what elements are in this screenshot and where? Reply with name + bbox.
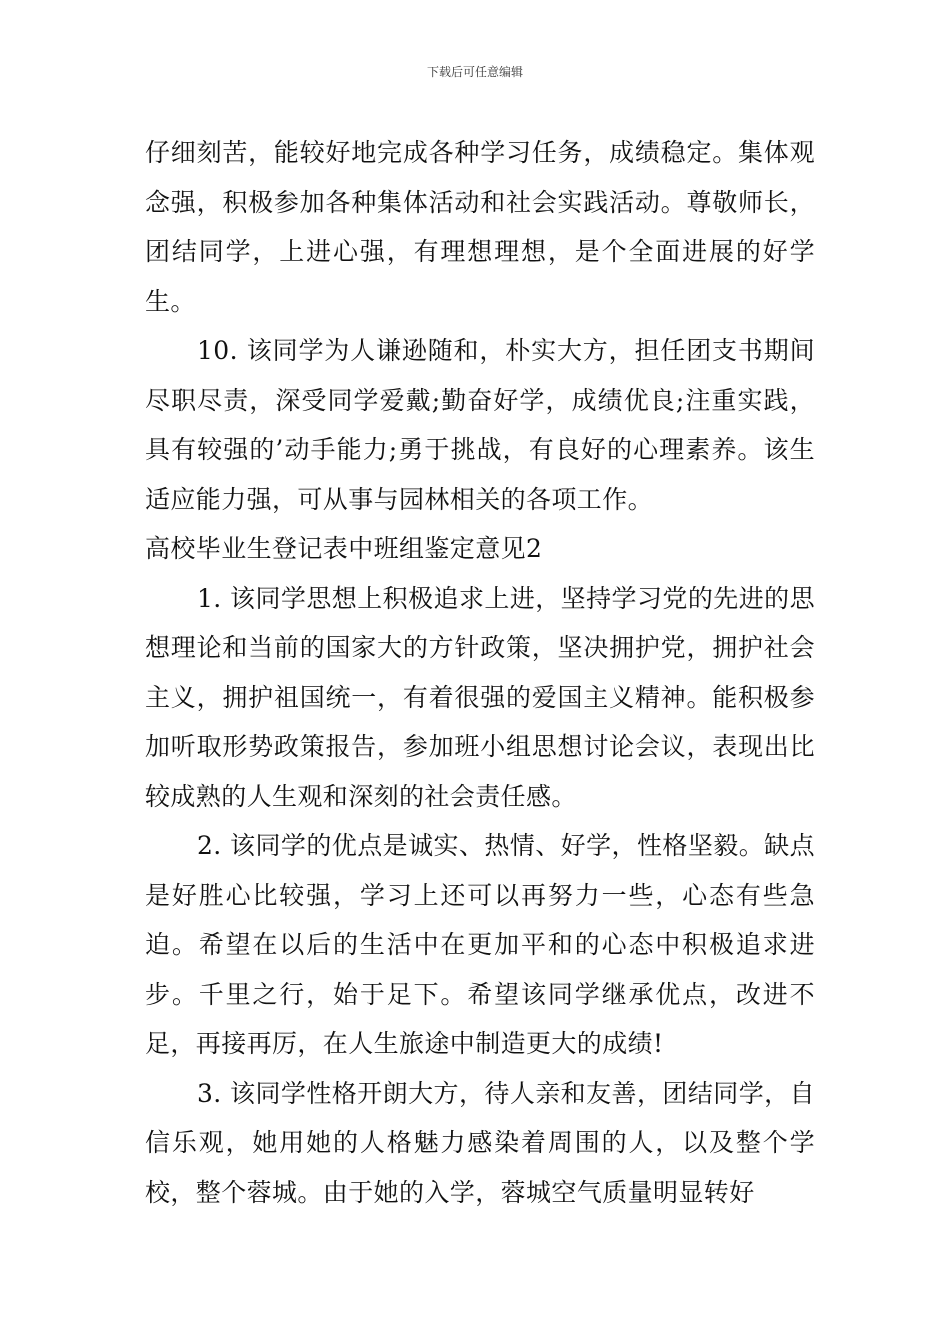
paragraph-item-1: 1. 该同学思想上积极追求上进，坚持学习党的先进的思想理论和当前的国家大的方针政策，坚决拥护党，拥护社会主义，拥护祖国统一，有着很强的爱国主义精神。能积极参加听取形势政策报告，参加班小组思想讨论会议，表现出比较成熟的人生观和深刻的社会责任感。	[145, 583, 815, 811]
paragraph-item-10: 10. 该同学为人谦逊随和，朴实大方，担任团支书期间尽职尽责，深受同学爱戴;勤奋好学，成绩优良;注重实践，具有较强的’动手能力;勇于挑战，有良好的心理素养。该生适应能力强，可从事与园林相关的各项工作。	[145, 336, 815, 514]
paragraph-continuation: 仔细刻苦，能较好地完成各种学习任务，成绩稳定。集体观念强，积极参加各种集体活动和社会实践活动。尊敬师长，团结同学，上进心强，有理想理想，是个全面进展的好学生。	[145, 138, 815, 316]
document-body	[145, 128, 815, 1217]
page-header: 下载后可任意编辑	[426, 65, 523, 79]
paragraph-item-2: 2. 该同学的优点是诚实、热情、好学，性格坚毅。缺点是好胜心比较强，学习上还可以再努力一些，心态有些急迫。希望在以后的生活中在更加平和的心态中积极追求进步。千里之行，始于足下。希望该同学继承优点，改进不足，再接再厉，在人生旅途中制造更大的成绩!	[145, 831, 815, 1058]
paragraph-item-3: 3. 该同学性格开朗大方，待人亲和友善，团结同学，自信乐观，她用她的人格魅力感染着周围的人，以及整个学校，整个蓉城。由于她的入学，蓉城空气质量明显转好	[145, 1078, 815, 1207]
section-heading: 高校毕业生登记表中班组鉴定意见2	[145, 534, 543, 563]
